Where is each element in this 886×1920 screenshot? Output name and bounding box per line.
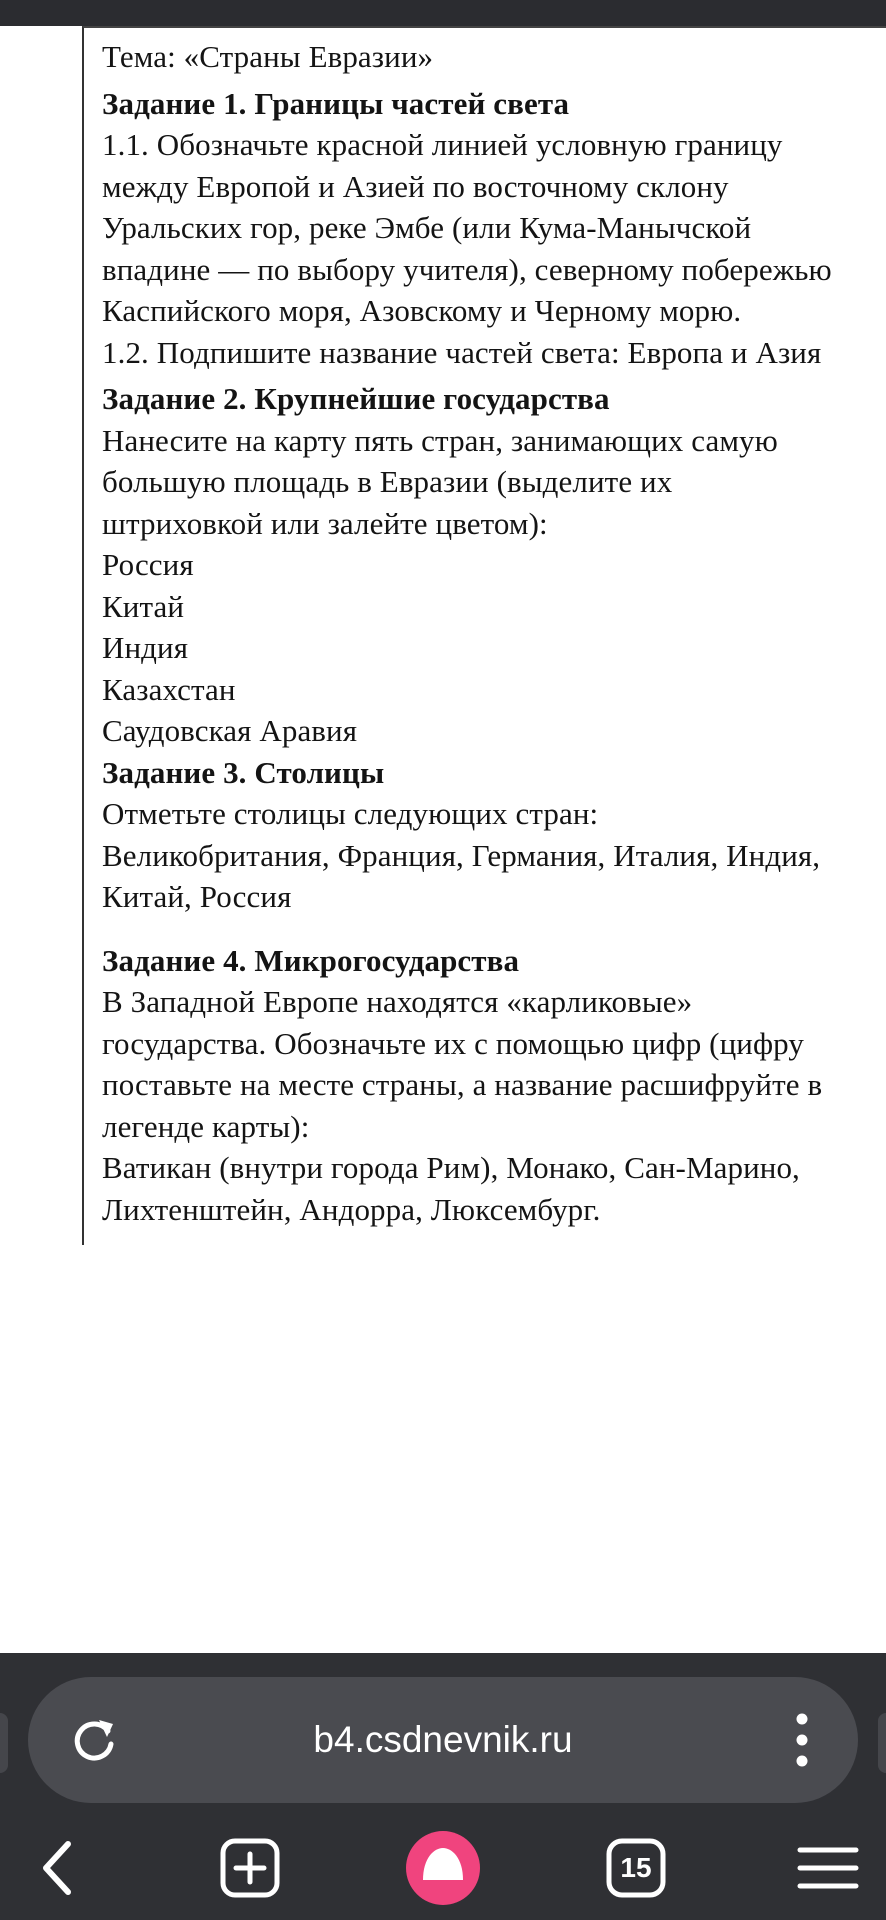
text-line: Уральских гор, реке Эмбе (или Кума-Манычской	[102, 210, 752, 245]
task-heading: Задание 1. Границы частей света	[102, 85, 570, 121]
text-line: поставьте на месте страны, а название расшифруйте в	[102, 1067, 823, 1102]
text-line: Казахстан	[102, 671, 236, 707]
text-line: Индия	[102, 630, 189, 665]
back-chevron-icon	[38, 1840, 78, 1896]
text-line: Саудовская Аравия	[102, 713, 358, 748]
text-line: В Западной Европе находятся «карликовые»	[102, 984, 693, 1019]
back-button[interactable]	[20, 1818, 96, 1918]
text-line: Лихтенштейн, Андорра, Люксембург.	[102, 1191, 601, 1227]
alice-assistant-icon	[405, 1830, 481, 1906]
text-line: Россия	[102, 547, 194, 582]
text-line: государства. Обозначьте их с помощью цифр (цифру	[102, 1025, 804, 1061]
text-line: Китай	[102, 588, 185, 624]
text-line: Ватикан (внутри города Рим), Монако, Сан-Марино,	[102, 1150, 800, 1185]
adjacent-tab-pill-right[interactable]	[878, 1713, 886, 1773]
tabs-count-label: 15	[620, 1852, 652, 1883]
new-tab-plus-icon	[219, 1837, 281, 1899]
assistant-button[interactable]	[398, 1818, 488, 1918]
text-line: Каспийского моря, Азовскому и Черному морю.	[102, 293, 742, 328]
text-line: Нанесите на карту пять стран, занимающих самую	[102, 422, 778, 458]
task-heading: Задание 3. Столицы	[102, 754, 385, 790]
browser-bottom-bar	[0, 1653, 886, 1920]
tabs-button[interactable]	[598, 1818, 674, 1918]
more-vertical-icon[interactable]	[790, 1711, 814, 1769]
text-line: легенде карты):	[102, 1108, 310, 1144]
text-line: Тема: «Страны Евразии»	[102, 39, 434, 74]
text-line: большую площадь в Евразии (выделите их	[102, 464, 673, 499]
task-heading: Задание 4. Микрогосударства	[102, 942, 520, 978]
adjacent-tab-pill-left[interactable]	[0, 1713, 8, 1773]
text-line: впадине — по выбору учителя), северному побережью	[102, 251, 832, 287]
reload-icon[interactable]	[68, 1714, 120, 1766]
new-tab-button[interactable]	[212, 1818, 288, 1918]
text-line: 1.1. Обозначьте красной линией условную границу	[102, 127, 783, 162]
navigation-bar	[0, 1818, 886, 1918]
text-line: Отметьте столицы следующих стран:	[102, 796, 599, 831]
document-page	[82, 26, 886, 1245]
document-text	[102, 36, 886, 1230]
line-gap	[102, 918, 886, 940]
text-line: 1.2. Подпишите название частей света: Европа и Азия	[102, 334, 822, 370]
tabs-counter-icon	[605, 1837, 667, 1899]
text-line: между Европой и Азией по восточному склону	[102, 168, 729, 204]
url-text[interactable]: b4.csdnevnik.ru	[313, 1719, 573, 1760]
hamburger-menu-icon	[797, 1844, 859, 1892]
menu-button[interactable]	[790, 1818, 866, 1918]
address-bar[interactable]	[28, 1677, 858, 1803]
text-line: штриховкой или залейте цветом):	[102, 505, 548, 541]
text-line: Великобритания, Франция, Германия, Италия, Индия,	[102, 837, 821, 873]
task-heading: Задание 2. Крупнейшие государства	[102, 381, 610, 416]
text-line: Китай, Россия	[102, 879, 292, 914]
status-bar-strip	[0, 0, 886, 26]
